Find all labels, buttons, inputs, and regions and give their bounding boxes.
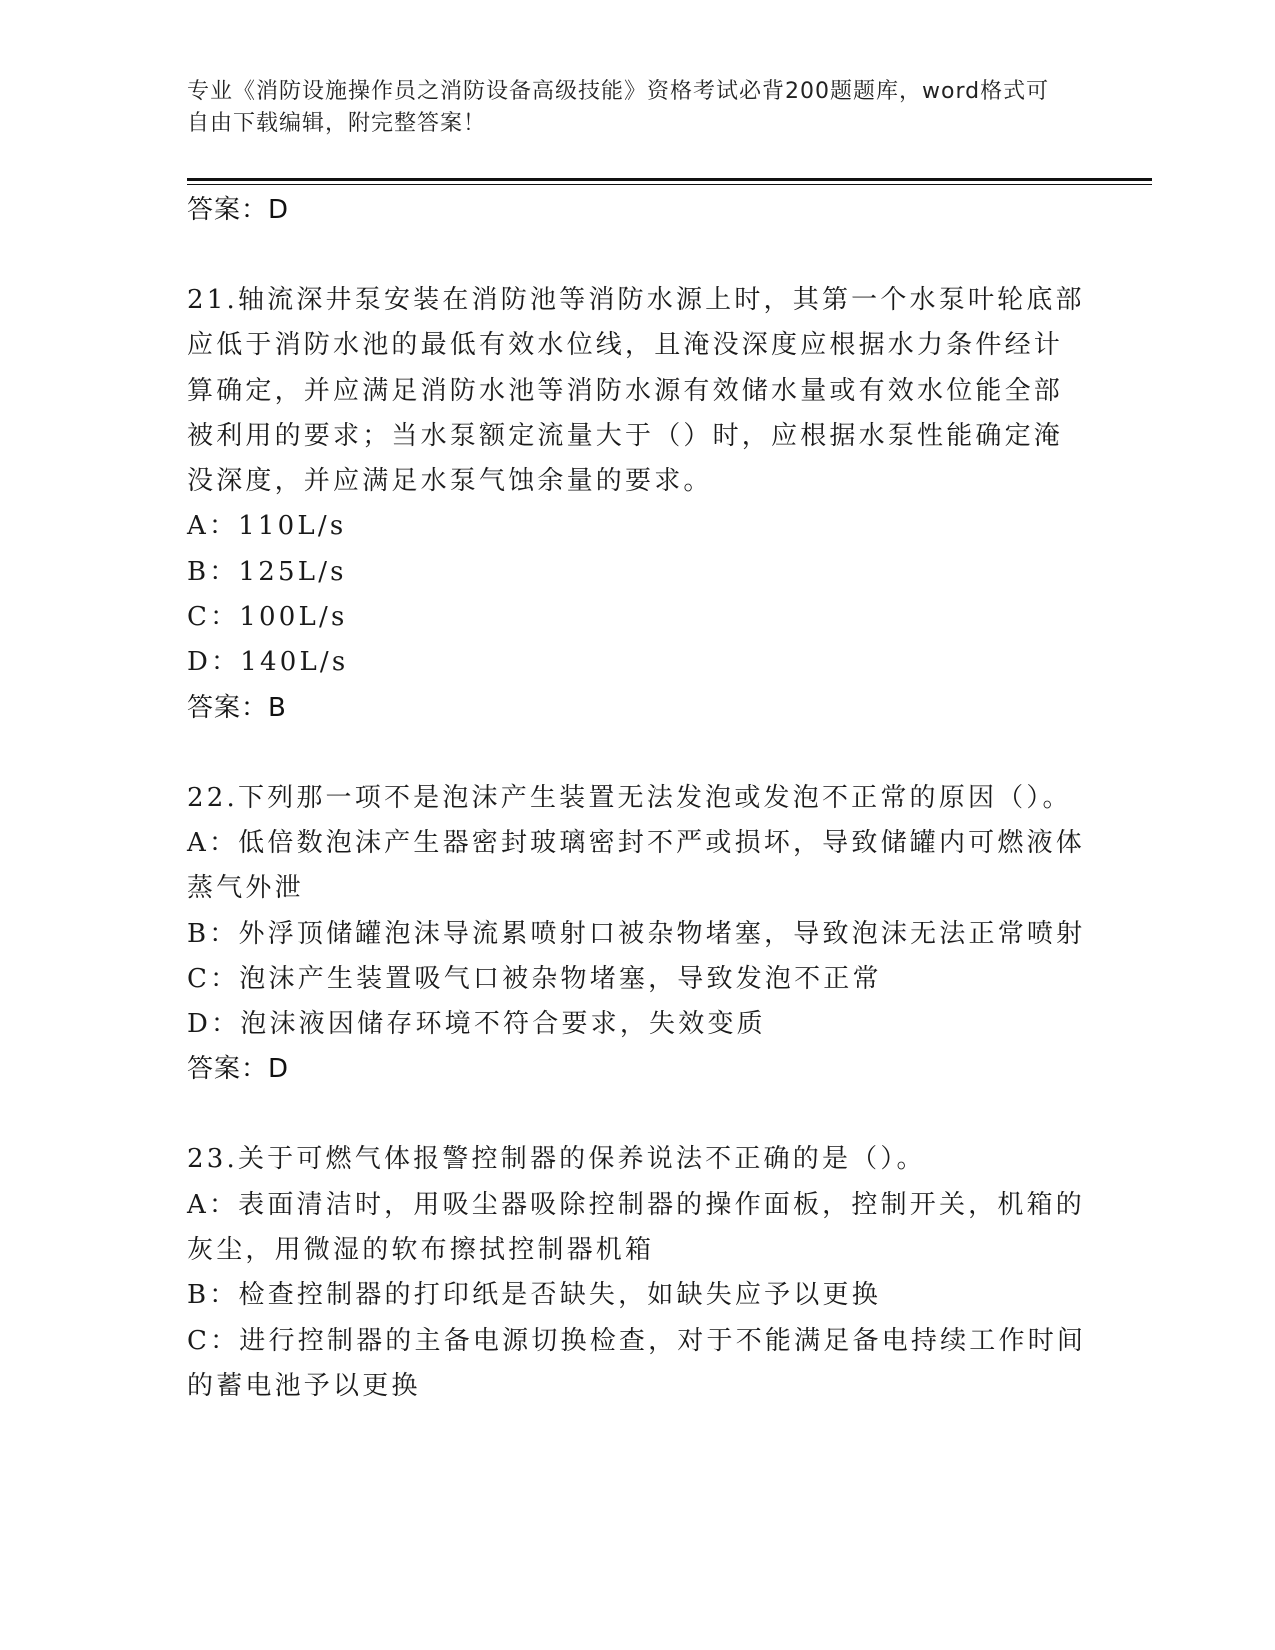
spacer (187, 233, 1087, 278)
question-text: 23.关于可燃气体报警控制器的保养说法不正确的是（）。 (187, 1144, 926, 1175)
spacer (187, 731, 1087, 776)
question-block (187, 776, 1087, 1093)
option-a: A：110L/s (187, 511, 347, 542)
header-rule-thick (187, 178, 1152, 181)
option-c: C：进行控制器的主备电源切换检查，对于不能满足备电持续工作时间的蓄电池予以更换 (187, 1325, 1087, 1401)
question-text: 22.下列那一项不是泡沫产生装置无法发泡或发泡不正常的原因（）。 (187, 782, 1072, 813)
document-body (187, 188, 1087, 1409)
answer-line: 答案：B (187, 692, 287, 723)
option-d: D：140L/s (187, 647, 349, 678)
question-block (187, 278, 1087, 731)
option-b: B：检查控制器的打印纸是否缺失，如缺失应予以更换 (187, 1280, 881, 1311)
spacer (187, 1092, 1087, 1137)
question-text: 21.轴流深井泵安装在消防池等消防水源上时，其第一个水泵叶轮底部应低于消防水池的最低有效水位线，且淹没深度应根据水力条件经计算确定，并应满足消防水池等消防水源有效储水量或有效水位能全部被利用的要求；当水泵额定流量大于（）时，应根据水泵性能确定淹没深度，并应满足水泵气蚀余量的要求。 (187, 285, 1085, 497)
header-rule-thin (187, 184, 1152, 185)
option-b: B：外浮顶储罐泡沫导流累喷射口被杂物堵塞，导致泡沫无法正常喷射 (187, 918, 1086, 949)
option-c: C：100L/s (187, 602, 348, 633)
option-d: D：泡沫液因储存环境不符合要求，失效变质 (187, 1009, 766, 1040)
question-block (187, 1137, 1087, 1409)
option-b: B：125L/s (187, 556, 347, 587)
page-header: 专业《消防设施操作员之消防设备高级技能》资格考试必背200题题库，word格式可自由下载编辑，附完整答案！ (187, 79, 1050, 136)
answer-line: 答案：D (187, 1054, 290, 1085)
option-a: A：低倍数泡沫产生器密封玻璃密封不严或损坏，导致储罐内可燃液体蒸气外泄 (187, 827, 1085, 904)
option-c: C：泡沫产生装置吸气口被杂物堵塞，导致发泡不正常 (187, 963, 882, 994)
option-a: A：表面清洁时，用吸尘器吸除控制器的操作面板，控制开关，机箱的灰尘，用微湿的软布擦拭控制器机箱 (187, 1189, 1085, 1266)
answer-line: 答案：D (187, 195, 290, 225)
